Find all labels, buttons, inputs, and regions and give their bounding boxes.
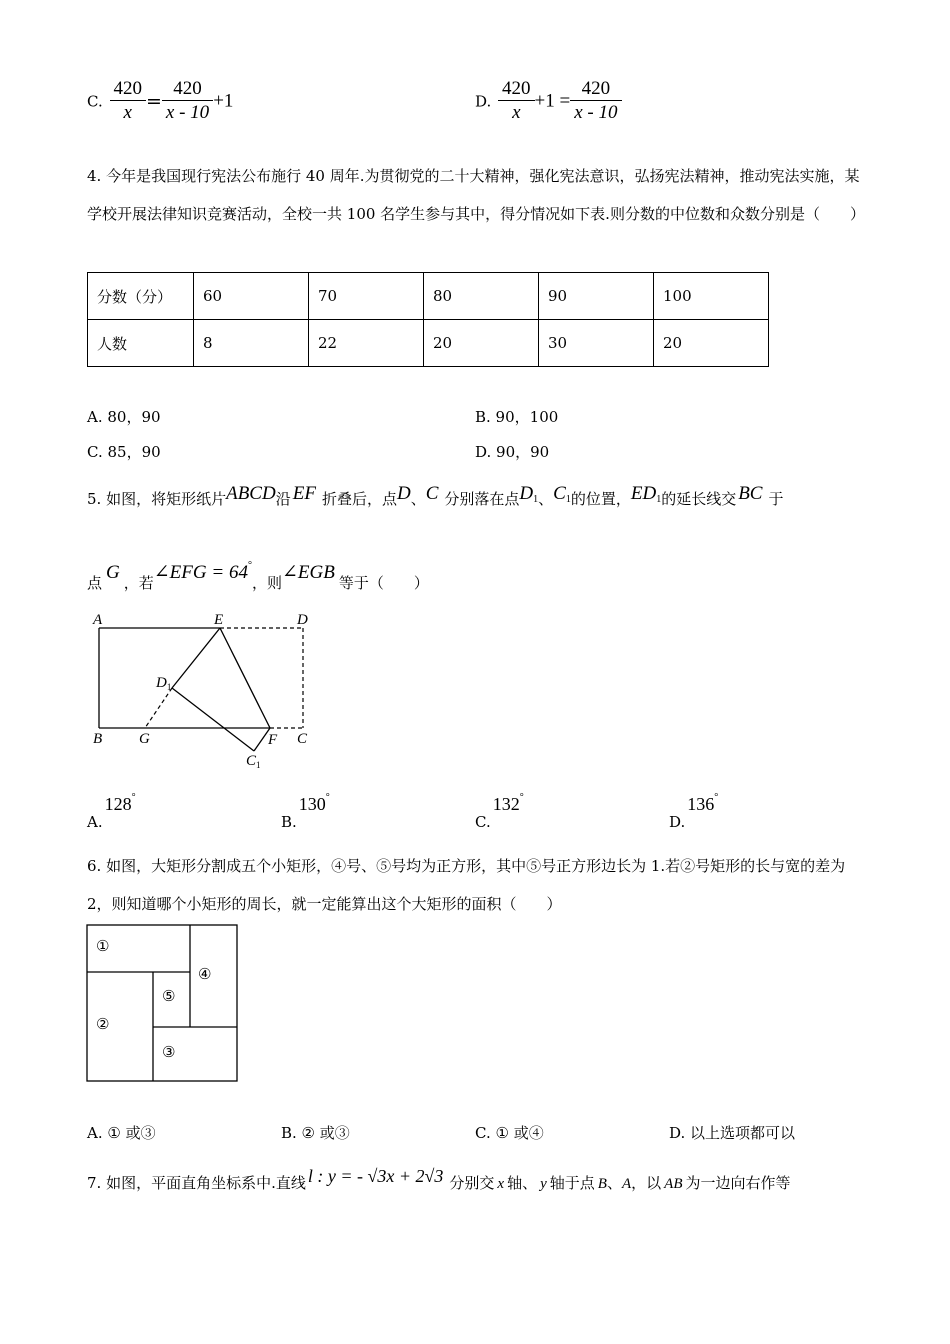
q6-rectangles-figure <box>85 922 241 1084</box>
label-3: ③ <box>162 1043 176 1061</box>
dashed-d1g <box>145 688 172 728</box>
option-value <box>493 794 524 814</box>
q3-option-c-lhs-fraction <box>110 78 147 125</box>
q7-text: 7. 如图，平面直角坐标系中.直线 <box>87 1174 306 1192</box>
table-cell: 8 <box>194 320 309 367</box>
q5-option-c <box>475 792 524 831</box>
angle-value: 130 <box>298 794 326 814</box>
label-g: G <box>139 731 150 747</box>
label-e: E <box>214 612 224 628</box>
q5-option-d <box>669 792 719 831</box>
table-cell: 人数 <box>88 320 194 367</box>
option-value <box>299 794 330 814</box>
q5-text: ，若 <box>123 574 154 592</box>
denominator: x - 10 <box>165 102 210 123</box>
option-letter: D. <box>669 813 686 831</box>
q5-line2 <box>87 550 429 599</box>
q6-option-a: A. ① 或③ <box>87 1124 156 1142</box>
angle-efg-text: ∠EFG = 64 <box>153 562 248 583</box>
numerator: 420 <box>110 78 147 101</box>
denominator: x <box>512 102 521 123</box>
q5-text: 沿 <box>275 490 291 508</box>
q5-text: 分别落在点 <box>444 490 520 508</box>
table-cell: 22 <box>309 320 424 367</box>
q3-option-d-rhs-fraction <box>570 78 621 125</box>
q4-text: 4. 今年是我国现行宪法公布施行 40 周年.为贯彻党的二十大精神，强化宪法意识，弘扬宪法精神，推动宪法实施，某学校开展法律知识竞赛活动，全校一共 100 名学生参与其中，得分情况如下表.则分数的中位数和众数分别是（ ） <box>87 167 865 223</box>
q5-text: 的位置， <box>570 490 631 508</box>
q7-text: 轴于点 <box>549 1174 595 1192</box>
angle-value: 136 <box>687 794 715 814</box>
degree: ° <box>247 560 252 571</box>
q5-option-a <box>87 792 136 831</box>
point-c: C <box>425 483 439 504</box>
segment-ed1 <box>172 628 220 688</box>
q7-text: 、 <box>606 1174 622 1192</box>
q7-text: 轴、 <box>507 1174 538 1192</box>
numerator: 420 <box>498 78 535 101</box>
q5-option-b <box>281 792 330 831</box>
subscript: 1 <box>565 494 571 505</box>
segment-ef <box>220 628 270 728</box>
option-letter: C. <box>475 813 491 831</box>
q4-option-a: A. 80，90 <box>87 408 161 426</box>
angle-value: 128 <box>104 794 132 814</box>
angle-value: 132 <box>492 794 520 814</box>
point-b: B <box>597 1176 607 1192</box>
q6-option-c: C. ① 或④ <box>475 1124 544 1142</box>
numerator: 420 <box>570 78 621 101</box>
rect-abcd: ABCD <box>226 483 276 504</box>
x-axis-var: x <box>497 1176 505 1192</box>
q5-text: ，则 <box>251 574 282 592</box>
label-d: D <box>297 612 308 628</box>
q3-option-c <box>87 78 233 125</box>
label-2: ② <box>96 1015 110 1033</box>
point-a: A <box>621 1176 632 1192</box>
label-5: ⑤ <box>162 987 176 1005</box>
point-c1-letter: C <box>553 483 566 504</box>
q5-text: 于 <box>768 490 784 508</box>
table-cell: 90 <box>539 273 654 320</box>
table-cell: 20 <box>424 320 539 367</box>
q5-text: 等于（ ） <box>338 574 429 592</box>
point-g: G <box>106 562 120 583</box>
q3-option-c-letter: C. <box>87 92 103 111</box>
table-row <box>88 273 769 320</box>
label-c1 <box>246 753 261 770</box>
label-a: A <box>93 612 103 628</box>
degree: ° <box>325 792 330 803</box>
table-cell: 80 <box>424 273 539 320</box>
subscript: 1 <box>256 760 261 770</box>
point-d1-letter: D <box>519 483 534 504</box>
q4-option-d: D. 90，90 <box>475 443 550 461</box>
label-f: F <box>268 732 278 748</box>
segment-bc: BC <box>738 483 763 504</box>
label-c: C <box>297 731 308 747</box>
q4-option-c: C. 85，90 <box>87 443 161 461</box>
subscript: 1 <box>533 494 539 505</box>
segment-ef: EF <box>292 483 316 504</box>
denominator: x <box>123 102 132 123</box>
point-c1 <box>553 483 571 504</box>
q5-text: 、 <box>538 490 554 508</box>
label-d1-letter: D <box>156 675 167 691</box>
q3-option-c-rhs-fraction <box>162 78 213 125</box>
label-1: ① <box>96 937 110 955</box>
y-axis-var: y <box>540 1176 547 1192</box>
table-cell: 60 <box>194 273 309 320</box>
subscript: 1 <box>166 682 172 692</box>
segment-ed1-letters: ED <box>630 483 657 504</box>
label-4: ④ <box>198 965 212 983</box>
q5-text: 、 <box>410 490 426 508</box>
plus-one: +1 <box>213 90 234 112</box>
q5-text: 5. 如图，将矩形纸片 <box>87 490 227 508</box>
segment-ed1 <box>631 483 661 504</box>
q5-text: 的延长线交 <box>661 490 737 508</box>
degree: ° <box>519 792 524 803</box>
plus-one-equals: +1 = <box>534 90 571 112</box>
q3-option-d-letter: D. <box>475 92 492 111</box>
point-d: D <box>396 483 411 504</box>
q5-fold-figure <box>85 605 325 780</box>
q5-text: 点 <box>87 574 103 592</box>
option-letter: B. <box>281 813 297 831</box>
subscript: 1 <box>656 494 662 505</box>
q5-text: 折叠后，点 <box>321 490 397 508</box>
point-d1 <box>519 483 538 504</box>
segment-d1c1 <box>172 688 254 751</box>
q3-option-d-lhs-fraction <box>498 78 535 125</box>
q3-option-d <box>475 78 622 125</box>
angle-egb: ∠EGB <box>281 562 335 583</box>
q6-option-b: B. ② 或③ <box>281 1124 350 1142</box>
label-d1 <box>155 675 171 692</box>
line-equation: l : y = - √3x + 2√3 <box>307 1166 444 1186</box>
q6-option-d: D. 以上选项都可以 <box>669 1124 796 1142</box>
degree: ° <box>131 792 136 803</box>
q7-line1 <box>87 1158 791 1196</box>
label-b: B <box>93 731 103 747</box>
table-cell: 70 <box>309 273 424 320</box>
label-c1-letter: C <box>246 753 257 769</box>
q6-text: 6. 如图，大矩形分割成五个小矩形，④号、⑤号均为正方形，其中⑤号正方形边长为 1.若②号矩形的长与宽的差为 2，则知道哪个小矩形的周长，就一定能算出这个大矩形的面积（ ） <box>87 857 846 913</box>
equals: = <box>146 90 162 113</box>
table-row <box>88 320 769 367</box>
table-cell: 20 <box>654 320 769 367</box>
q5-line1 <box>87 478 784 516</box>
score-table <box>87 272 769 367</box>
table-cell: 分数（分） <box>88 273 194 320</box>
degree: ° <box>714 792 719 803</box>
angle-efg <box>154 562 252 583</box>
segment-ab: AB <box>664 1176 683 1192</box>
table-cell: 100 <box>654 273 769 320</box>
q7-text: ，以 <box>631 1174 662 1192</box>
table-cell: 30 <box>539 320 654 367</box>
option-value <box>687 794 718 814</box>
q4-option-b: B. 90，100 <box>475 408 559 426</box>
option-value <box>105 794 136 814</box>
q7-text: 为一边向右作等 <box>685 1174 791 1192</box>
option-letter: A. <box>87 813 103 831</box>
q7-text: 分别交 <box>449 1174 495 1192</box>
numerator: 420 <box>162 78 213 101</box>
denominator: x - 10 <box>574 102 618 123</box>
